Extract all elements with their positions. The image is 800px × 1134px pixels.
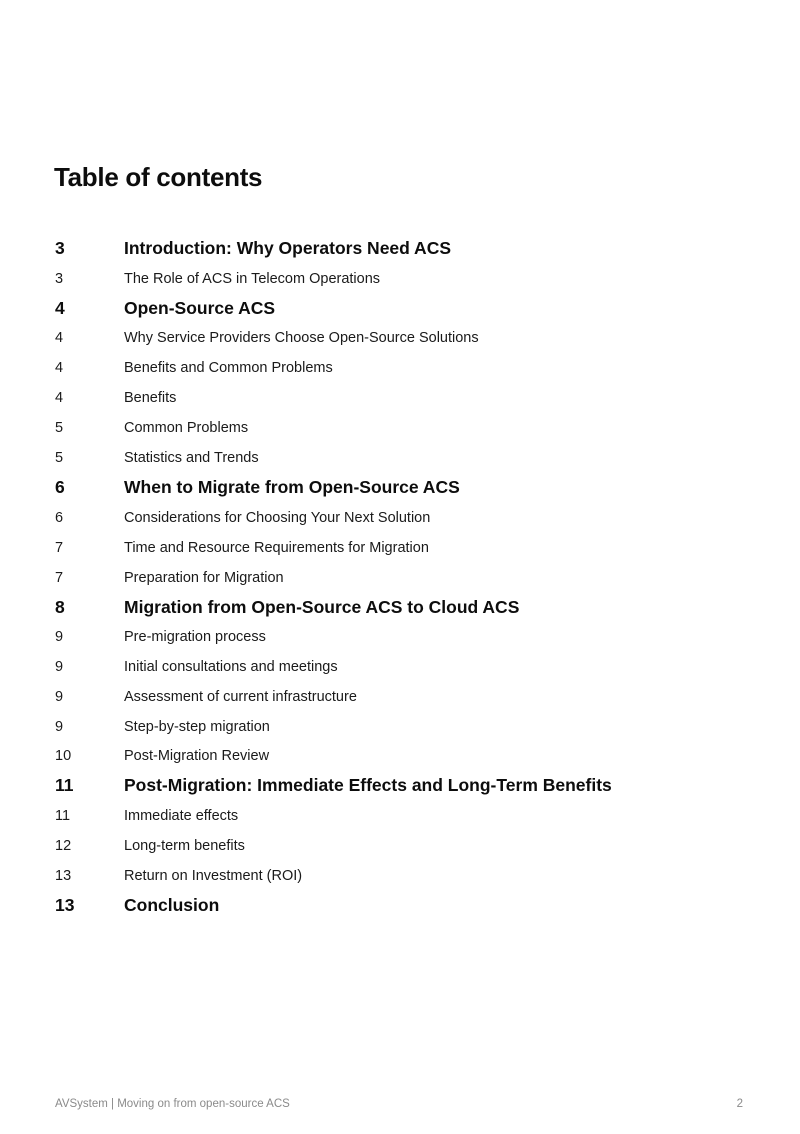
toc-page-number: 9 [55,689,64,705]
toc-page-number: 5 [55,450,64,466]
toc-page-number: 6 [55,510,64,526]
toc-entry-title: Preparation for Migration [124,570,284,586]
toc-section-heading[interactable] [55,296,755,320]
toc-entry-title: Time and Resource Requirements for Migration [124,540,429,556]
toc-section-heading[interactable] [55,475,755,499]
toc-page-number: 9 [55,629,64,645]
toc-subsection-item[interactable] [55,326,755,350]
toc-subsection-item[interactable] [55,834,755,858]
toc-entry-title: Long-term benefits [124,838,245,854]
toc-subsection-item[interactable] [55,744,755,768]
toc-page-number: 10 [55,748,72,764]
toc-page-number: 6 [55,476,65,497]
toc-entry-title: Introduction: Why Operators Need ACS [124,237,452,258]
toc-page-number: 4 [55,330,64,346]
toc-subsection-item[interactable] [55,446,755,470]
toc-subsection-item[interactable] [55,625,755,649]
toc-section-heading[interactable] [55,236,755,260]
page-title: Table of contents [54,162,263,192]
toc-page-number: 13 [55,868,72,884]
toc-subsection-item[interactable] [55,804,755,828]
toc-entry-title: Benefits and Common Problems [124,360,333,376]
toc-page-number: 12 [55,838,72,854]
toc-entry-title: Why Service Providers Choose Open-Source Solutions [124,330,479,346]
toc-entry-title: Open-Source ACS [124,297,276,318]
toc-page-number: 4 [55,360,64,376]
toc-page-number: 7 [55,540,64,556]
toc-entry-title: Pre-migration process [124,629,266,645]
toc-page-number: 11 [55,774,74,795]
toc-page-number: 4 [55,390,64,406]
toc-page-number: 8 [55,596,65,617]
toc-entry-title: Benefits [124,390,177,406]
toc-entry-title: Initial consultations and meetings [124,659,338,675]
toc-section-heading[interactable] [55,893,755,917]
toc-entry-title: Considerations for Choosing Your Next Solution [124,510,431,526]
toc-page-number: 3 [55,271,64,287]
toc-entry-title: Conclusion [124,894,220,915]
toc-entry-title: Statistics and Trends [124,450,259,466]
toc-entry-title: Assessment of current infrastructure [124,689,357,705]
toc-page-number: 9 [55,659,64,675]
toc-entry-title: Post-Migration: Immediate Effects and Long-Term Benefits [124,774,612,795]
toc-section-heading[interactable] [55,595,755,619]
toc-subsection-item[interactable] [55,864,755,888]
toc-subsection-item[interactable] [55,386,755,410]
toc-page-number: 9 [55,719,64,735]
toc-subsection-item[interactable] [55,715,755,739]
toc-subsection-item[interactable] [55,506,755,530]
toc-page-number: 3 [55,237,65,258]
toc-subsection-item[interactable] [55,356,755,380]
toc-page-number: 5 [55,420,64,436]
toc-page-number: 4 [55,297,65,318]
toc-entry-title: Post-Migration Review [124,748,270,764]
toc-entry-title: When to Migrate from Open-Source ACS [124,476,460,497]
toc-page-number: 11 [55,808,71,824]
toc-entry-title: Return on Investment (ROI) [124,868,303,884]
toc-page-number: 13 [55,894,75,915]
toc-entry-title: Immediate effects [124,808,239,824]
toc-section-heading[interactable] [55,773,755,797]
toc-entry-title: The Role of ACS in Telecom Operations [124,271,381,287]
toc-subsection-item[interactable] [55,416,755,440]
toc-subsection-item[interactable] [55,655,755,679]
toc-entry-title: Common Problems [124,420,249,436]
toc-entry-title: Migration from Open-Source ACS to Cloud ACS [124,596,520,617]
toc-entry-title: Step-by-step migration [124,719,270,735]
footer-page-number: 2 [736,1098,743,1110]
toc-subsection-item[interactable] [55,536,755,560]
toc-subsection-item[interactable] [55,566,755,590]
toc-subsection-item[interactable] [55,267,755,291]
footer-source: AVSystem | Moving on from open-source ACS [55,1098,290,1110]
toc-page-number: 7 [55,570,64,586]
toc-subsection-item[interactable] [55,685,755,709]
